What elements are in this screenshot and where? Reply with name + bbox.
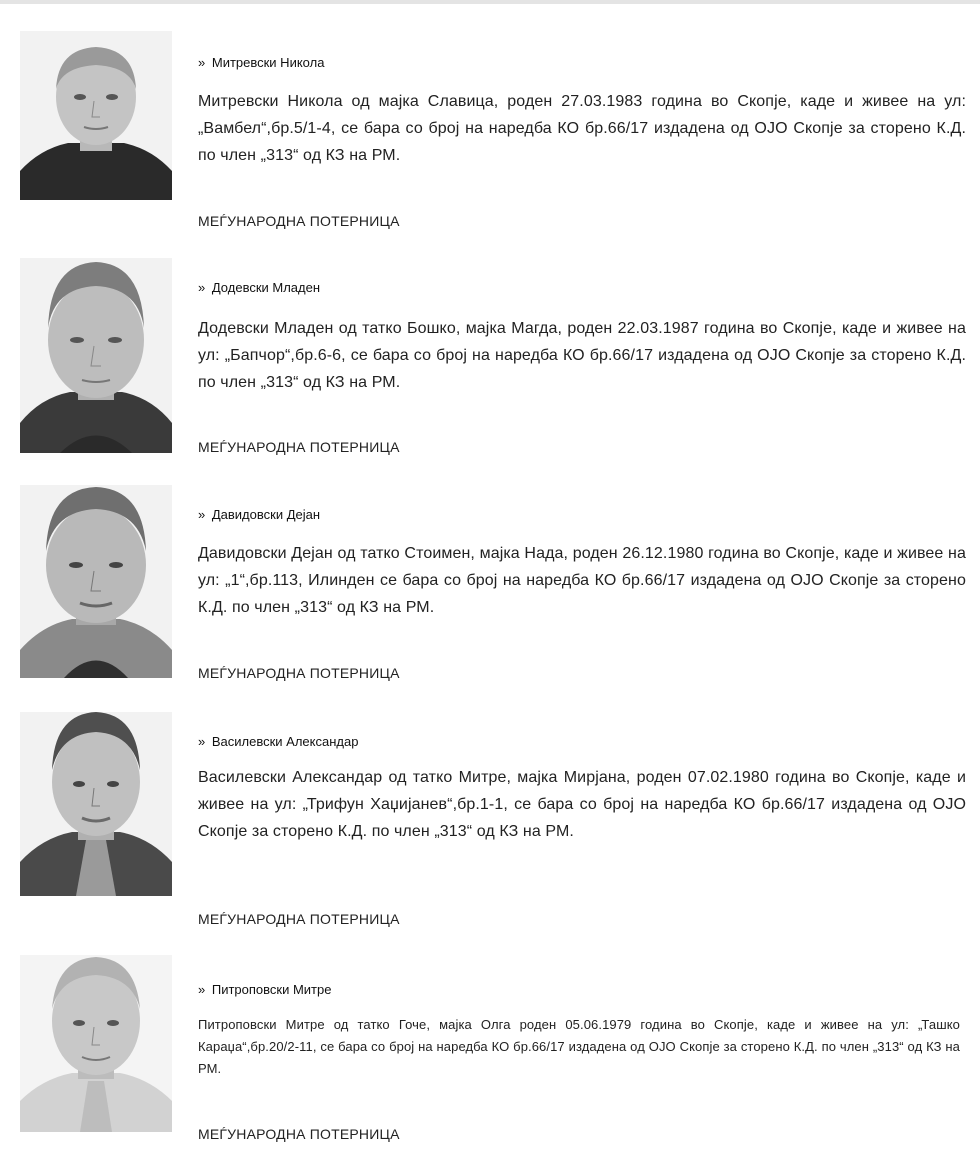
suspect-description: Питроповски Митре од татко Гоче, мајка Олга роден 05.06.1979 година во Скопје, каде и живее на ул: „Ташко Караџа“,бр.20/2-11, се бара со број на наредба КО бр.66/17 издадена од ОЈО Скопје за сторено К.Д. по член „313“ од КЗ на РМ. — [198, 1017, 960, 1076]
chevron-icon: » — [198, 55, 206, 70]
suspect-name[interactable] — [198, 734, 358, 749]
suspect-photo — [20, 258, 172, 453]
suspect-description: Додевски Младен од татко Бошко, мајка Магда, роден 22.03.1987 година во Скопје, каде и живее на ул: „Бапчор“,бр.6-6, се бара со број на наредба КО бр.66/17 издадена од ОЈО Скопје за сторено К.Д. по член „313“ од КЗ на РМ. — [198, 320, 966, 391]
warrant-label: МЕЃУНАРОДНА ПОТЕРНИЦА — [198, 665, 400, 681]
suspect-name-text: Давидовски Дејан — [211, 507, 321, 522]
suspect-photo — [20, 955, 172, 1132]
top-bar — [0, 0, 980, 4]
warrant-label: МЕЃУНАРОДНА ПОТЕРНИЦА — [198, 911, 400, 927]
suspect-name[interactable] — [198, 55, 324, 70]
chevron-icon: » — [198, 507, 206, 522]
suspect-description: Давидовски Дејан од татко Стоимен, мајка Нада, роден 26.12.1980 година во Скопје, каде и живее на ул: „1“,бр.113, Илинден се бара со број на наредба КО бр.66/17 издадена од ОЈО Скопје за сторено К.Д. по член „313“ од КЗ на РМ. — [198, 545, 966, 616]
suspect-name-text: Василевски Александар — [211, 734, 359, 749]
warrant-label: МЕЃУНАРОДНА ПОТЕРНИЦА — [198, 213, 400, 229]
suspect-photo — [20, 31, 172, 200]
suspect-name[interactable] — [198, 280, 320, 295]
chevron-icon: » — [198, 280, 206, 295]
warrant-label: МЕЃУНАРОДНА ПОТЕРНИЦА — [198, 439, 400, 455]
suspect-photo — [20, 712, 172, 896]
chevron-icon: » — [198, 734, 206, 749]
suspect-name-text: Митревски Никола — [211, 55, 325, 70]
suspect-name-text: Додевски Младен — [211, 280, 321, 295]
suspect-name-text: Питроповски Митре — [211, 982, 332, 997]
warrant-label: МЕЃУНАРОДНА ПОТЕРНИЦА — [198, 1126, 400, 1142]
suspect-name[interactable] — [198, 507, 320, 522]
suspect-photo — [20, 485, 172, 678]
suspect-description: Митревски Никола од мајка Славица, роден 27.03.1983 година во Скопје, каде и живее на ул: „Вамбел“,бр.5/1-4, се бара со број на наредба КО бр.66/17 издадена од ОЈО Скопје за сторено К.Д. по член „313“ од КЗ на РМ. — [198, 93, 966, 164]
suspect-description: Василевски Александар од татко Митре, мајка Мирјана, роден 07.02.1980 година во Скопје, каде и живее на ул: „Трифун Хаџијанев“,бр.1-1, се бара со број на наредба КО бр.66/17 издадена од ОЈО Скопје за сторено К.Д. по член „313“ од КЗ на РМ. — [198, 769, 966, 840]
suspect-name[interactable] — [198, 982, 331, 997]
chevron-icon: » — [198, 982, 206, 997]
